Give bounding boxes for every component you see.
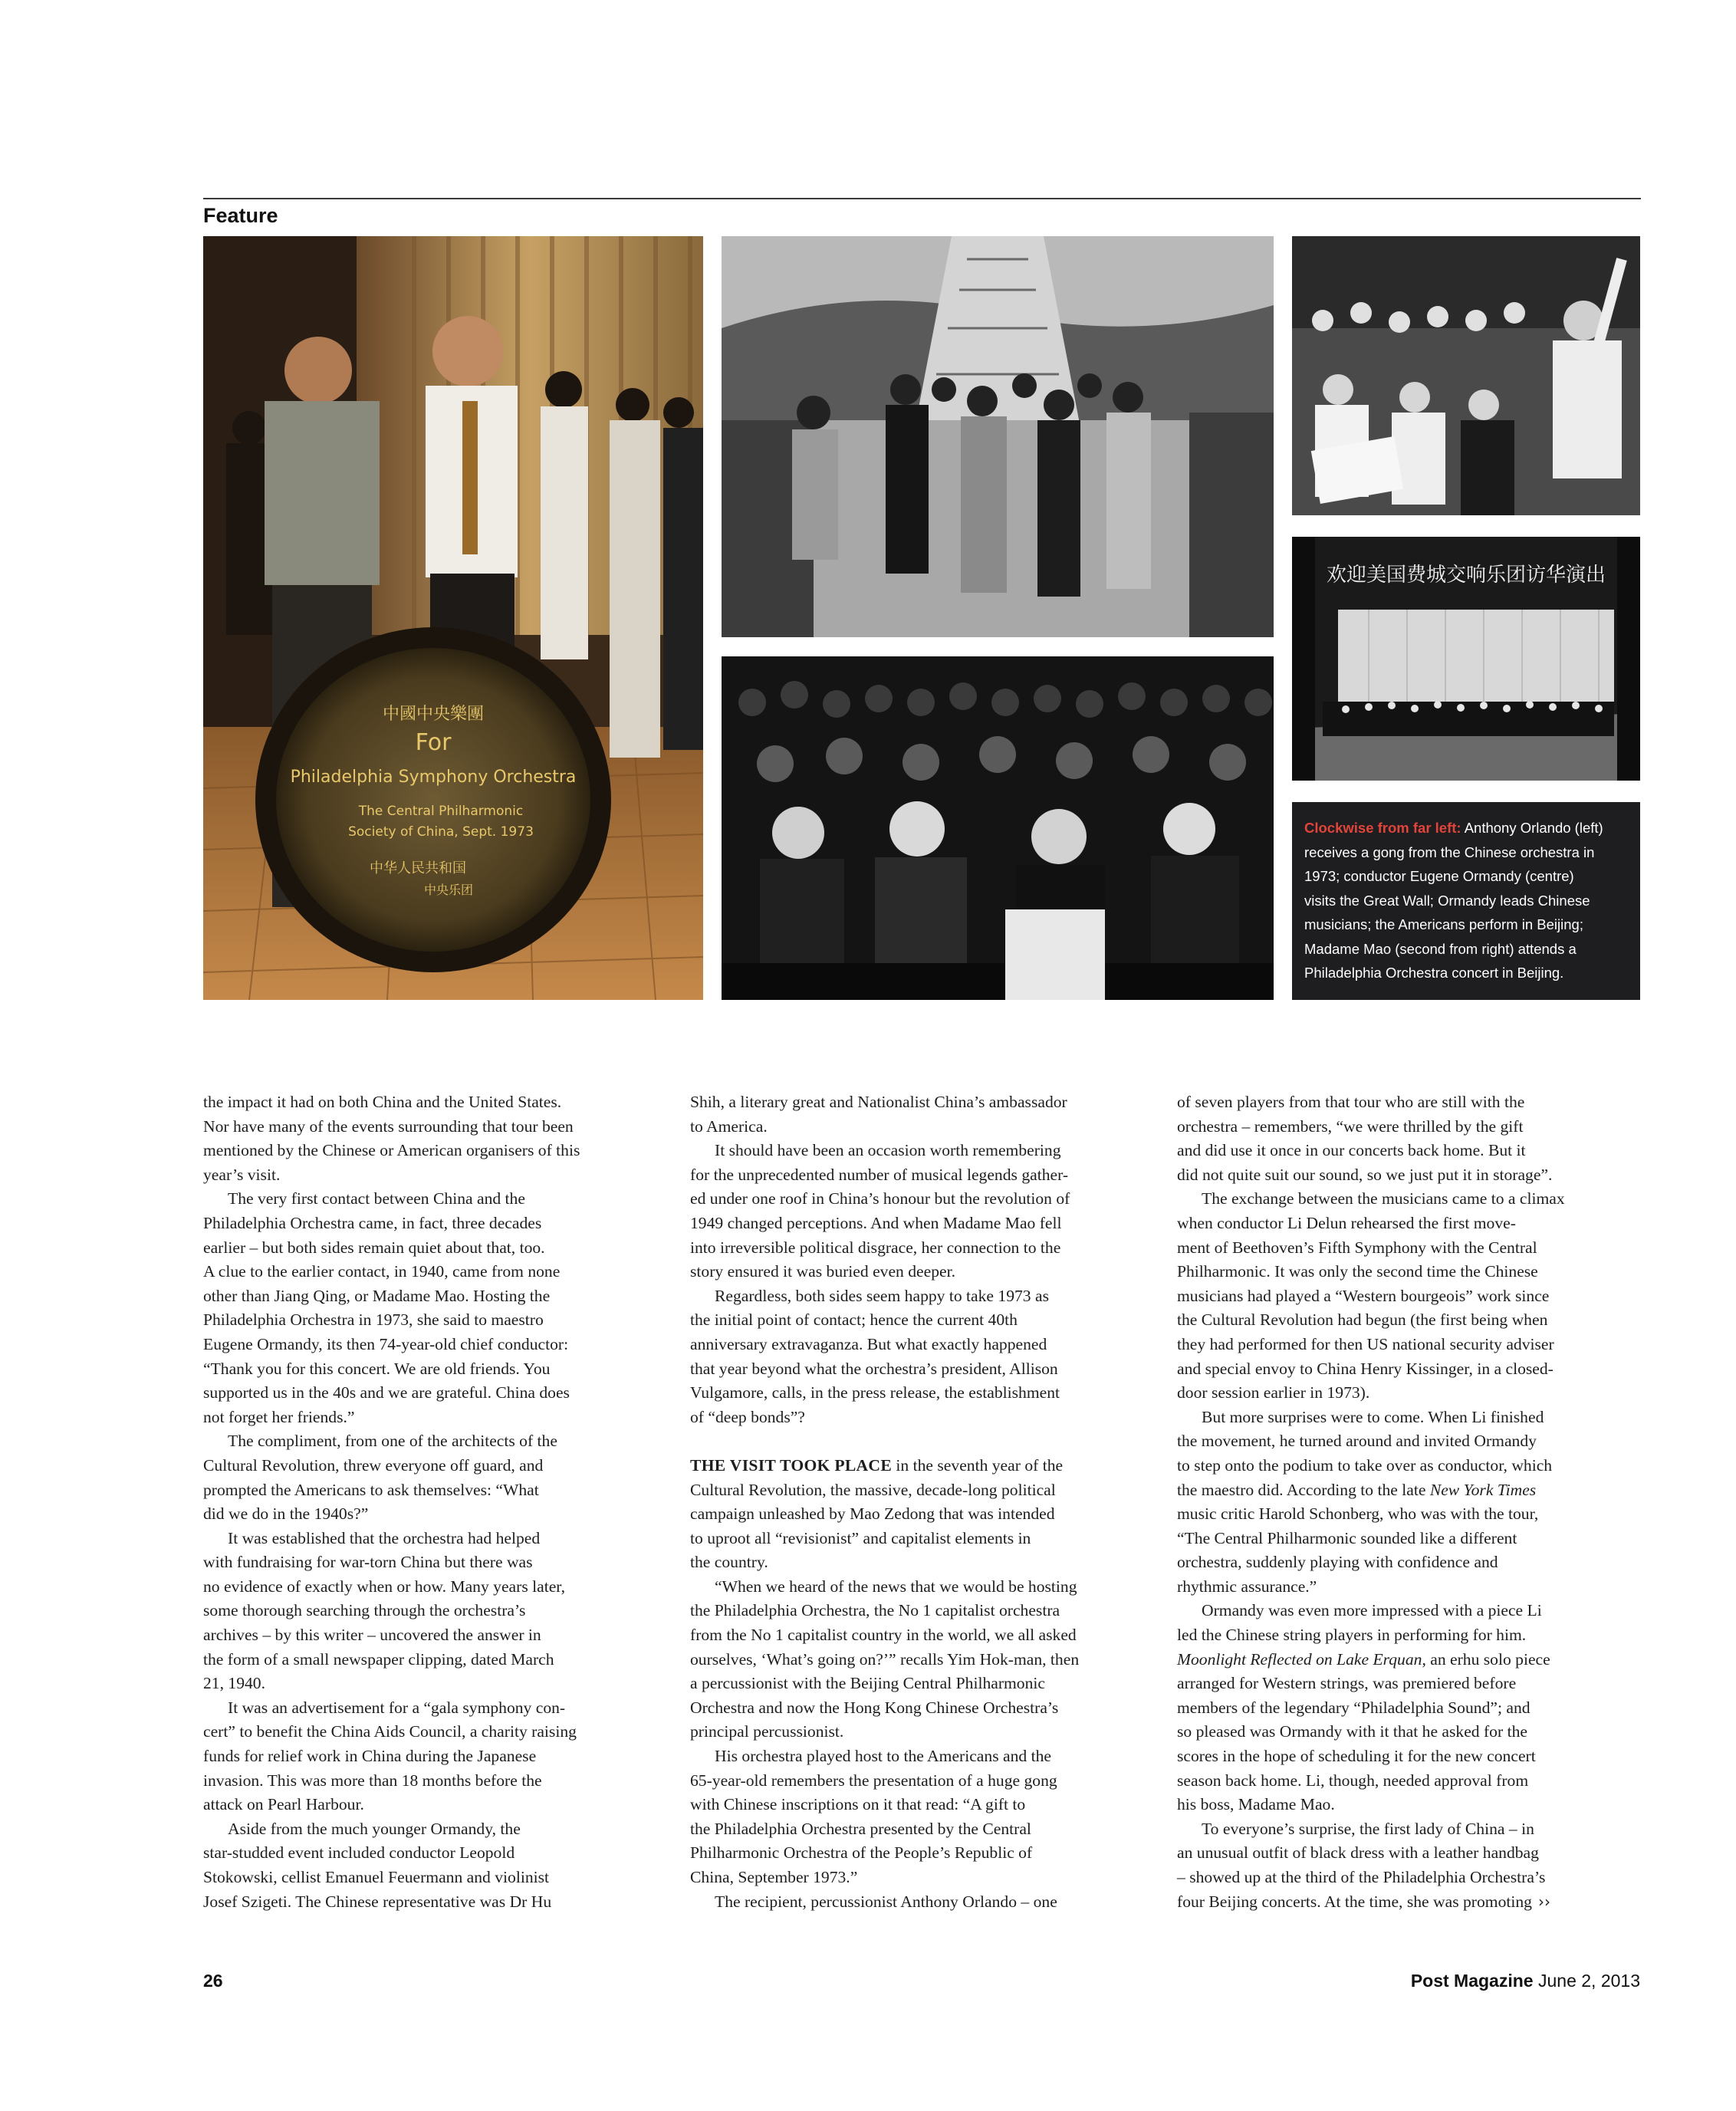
line-text: It should have been an occasion worth remembering xyxy=(715,1141,1061,1160)
text-line xyxy=(203,1454,663,1478)
line-text: The compliment, from one of the architects of the xyxy=(228,1432,557,1451)
line-text: the country. xyxy=(690,1553,768,1572)
line-text: did we do in the 1940s?” xyxy=(203,1504,369,1524)
text-line xyxy=(1177,1187,1637,1212)
caption-line: musicians; the Americans perform in Beijing; xyxy=(1304,916,1583,932)
gong-inscription-date: Society of China, Sept. 1973 xyxy=(348,824,534,840)
text-line xyxy=(690,1163,1150,1188)
line-text: from the No 1 capitalist country in the world, we all asked xyxy=(690,1626,1077,1645)
rehearsal-photo xyxy=(1292,236,1640,515)
magazine-footer xyxy=(1411,1971,1640,1991)
text-line xyxy=(203,1357,663,1382)
line-text: invasion. This was more than 18 months before the xyxy=(203,1771,542,1790)
line-text: and special envoy to China Henry Kissinger, in a closed- xyxy=(1177,1359,1554,1378)
text-line xyxy=(1177,1284,1637,1309)
section-rule xyxy=(203,198,1641,199)
line-text: ed under one roof in China’s honour but the revolution of xyxy=(690,1189,1070,1208)
text-line xyxy=(203,1841,663,1866)
line-text: Philharmonic. It was only the second time the Chinese xyxy=(1177,1262,1538,1281)
line-text: the form of a small newspaper clipping, dated March xyxy=(203,1649,554,1669)
text-line xyxy=(203,1502,663,1527)
line-text: 65-year-old remembers the presentation of a huge gong xyxy=(690,1771,1057,1790)
line-text: ment of Beethoven’s Fifth Symphony with the Central xyxy=(1177,1238,1537,1257)
text-line xyxy=(690,1236,1150,1261)
text-line xyxy=(1177,1236,1637,1261)
line-text: cert” to benefit the China Aids Council, a charity raising xyxy=(203,1722,577,1741)
line-text: the movement, he turned around and invited Ormandy xyxy=(1177,1432,1537,1451)
line-text: It was an advertisement for a “gala symphony con- xyxy=(228,1698,566,1717)
caption-line: Philadelphia Orchestra concert in Beijing. xyxy=(1304,965,1564,981)
line-text: But more surprises were to come. When Li finished xyxy=(1202,1407,1544,1426)
line-text: into irreversible political disgrace, her connection to the xyxy=(690,1238,1061,1257)
line-text: musicians had played a “Western bourgeois” work since xyxy=(1177,1286,1550,1305)
line-text: rhythmic assurance.” xyxy=(1177,1577,1317,1596)
text-line xyxy=(690,1260,1150,1284)
line-text: with fundraising for war-torn China but there was xyxy=(203,1553,533,1572)
italic-publication: New York Times xyxy=(1429,1480,1537,1499)
text-line xyxy=(1177,1139,1637,1163)
text-line xyxy=(203,1163,663,1188)
text-line xyxy=(690,1599,1150,1623)
line-text: his boss, Madame Mao. xyxy=(1177,1795,1335,1814)
article-column-1 xyxy=(203,1090,663,1914)
line-text: Vulgamore, calls, in the press release, the establishment xyxy=(690,1383,1060,1402)
text-line xyxy=(690,1890,1150,1915)
line-text: anniversary extravaganza. But what exactly happened xyxy=(690,1334,1047,1353)
line-text: A clue to the earlier contact, in 1940, came from none xyxy=(203,1262,561,1281)
text-line xyxy=(203,1623,663,1648)
line-text: when conductor Li Delun rehearsed the first move- xyxy=(1177,1213,1516,1232)
line-text: a percussionist with the Beijing Central Philharmonic xyxy=(690,1674,1045,1693)
text-line xyxy=(203,1648,663,1672)
line-text: and did use it once in our concerts back home. But it xyxy=(1177,1141,1526,1160)
text-line xyxy=(690,1841,1150,1866)
text-line xyxy=(1177,1648,1637,1672)
caption-lead: Clockwise from far left: xyxy=(1304,820,1461,836)
text-line xyxy=(1177,1308,1637,1333)
great-wall-photo xyxy=(722,236,1274,637)
line-text: they had performed for then US national security adviser xyxy=(1177,1334,1554,1353)
text-line xyxy=(1177,1478,1637,1503)
line-text: the maestro did. According to the late xyxy=(1177,1480,1430,1499)
line-text: Philharmonic Orchestra of the People’s Republic of xyxy=(690,1843,1033,1863)
line-text: Josef Szigeti. The Chinese representative was Dr Hu xyxy=(203,1892,552,1911)
line-text: to America. xyxy=(690,1116,768,1136)
text-line xyxy=(1177,1357,1637,1382)
text-line xyxy=(203,1139,663,1163)
line-text: door session earlier in 1973). xyxy=(1177,1383,1370,1402)
line-text: “Thank you for this concert. We are old friends. You xyxy=(203,1359,551,1378)
line-text: Eugene Ormandy, its then 74-year-old chief conductor: xyxy=(203,1334,569,1353)
text-line xyxy=(1177,1841,1637,1866)
text-line xyxy=(690,1187,1150,1212)
text-line xyxy=(1177,1163,1637,1188)
text-line xyxy=(203,1817,663,1842)
text-line xyxy=(203,1090,663,1115)
gong-inscription-name: Philadelphia Symphony Orchestra xyxy=(290,768,577,787)
paragraph-gap xyxy=(690,1429,1150,1454)
line-text: – showed up at the third of the Philadelphia Orchestra’s xyxy=(1177,1868,1546,1886)
line-text: campaign unleashed by Mao Zedong that was intended xyxy=(690,1504,1055,1524)
text-line xyxy=(203,1793,663,1817)
text-line xyxy=(1177,1454,1637,1478)
beijing-stage-photo xyxy=(1292,537,1640,781)
welcome-banner: 欢迎美国费城交响乐团访华演出 xyxy=(1326,564,1606,587)
text-line xyxy=(690,1817,1150,1842)
text-line xyxy=(1177,1696,1637,1721)
text-line xyxy=(690,1720,1150,1744)
line-text: to uproot all “revisionist” and capitalist elements in xyxy=(690,1528,1031,1547)
text-line xyxy=(690,1478,1150,1503)
line-text: led the Chinese string players in performing for him. xyxy=(1177,1626,1527,1645)
section-label: Feature xyxy=(203,204,278,227)
text-line xyxy=(1177,1720,1637,1744)
text-line xyxy=(1177,1793,1637,1817)
text-line xyxy=(690,1212,1150,1236)
line-text: members of the legendary “Philadelphia Sound”; and xyxy=(1177,1698,1531,1717)
line-text: music critic Harold Schonberg, who was with the tour, xyxy=(1177,1504,1539,1524)
text-line xyxy=(690,1623,1150,1648)
caption-line: receives a gong from the Chinese orchestra in xyxy=(1304,843,1595,860)
caption-line: visits the Great Wall; Ormandy leads Chinese xyxy=(1304,892,1590,909)
text-line xyxy=(690,1648,1150,1672)
text-line xyxy=(690,1502,1150,1527)
gong-inscription-society: The Central Philharmonic xyxy=(358,804,524,819)
text-line xyxy=(690,1550,1150,1575)
text-line xyxy=(203,1260,663,1284)
text-line xyxy=(690,1284,1150,1309)
text-line xyxy=(203,1236,663,1261)
line-text: story ensured it was buried even deeper. xyxy=(690,1262,955,1281)
line-text: His orchestra played host to the Americans and the xyxy=(715,1747,1051,1766)
text-line xyxy=(690,1115,1150,1139)
text-line xyxy=(203,1478,663,1503)
caption-line: Madame Mao (second from right) attends a xyxy=(1304,940,1577,957)
text-line xyxy=(1177,1890,1637,1915)
line-text: season back home. Li, though, needed approval from xyxy=(1177,1771,1529,1790)
text-line xyxy=(1177,1769,1637,1794)
article-column-2 xyxy=(690,1090,1150,1914)
text-line xyxy=(690,1672,1150,1696)
text-line xyxy=(203,1720,663,1744)
line-text: of seven players from that tour who are still with the xyxy=(1177,1093,1525,1111)
line-text: the Philadelphia Orchestra presented by the Central xyxy=(690,1819,1031,1838)
text-line xyxy=(690,1866,1150,1890)
line-text: The very first contact between China and the xyxy=(228,1189,525,1208)
line-text: not forget her friends.” xyxy=(203,1407,355,1426)
line-text: so pleased was Ormandy with it that he asked for the xyxy=(1177,1722,1527,1741)
line-text: The recipient, percussionist Anthony Orlando – one xyxy=(715,1892,1057,1911)
line-text: in the seventh year of the xyxy=(892,1455,1064,1475)
text-line xyxy=(690,1406,1150,1430)
text-line xyxy=(690,1527,1150,1551)
text-line xyxy=(1177,1260,1637,1284)
line-text: archives – by this writer – uncovered the answer in xyxy=(203,1626,541,1645)
text-line xyxy=(1177,1866,1637,1890)
line-text: It was established that the orchestra had helped xyxy=(228,1528,541,1547)
line-text: Aside from the much younger Ormandy, the xyxy=(228,1819,521,1838)
line-text: orchestra, suddenly playing with confidence and xyxy=(1177,1553,1498,1572)
line-text: the impact it had on both China and the United States. xyxy=(203,1093,562,1111)
text-line xyxy=(203,1575,663,1600)
line-text: for the unprecedented number of musical legends gather- xyxy=(690,1165,1069,1184)
text-line xyxy=(690,1696,1150,1721)
text-line xyxy=(690,1357,1150,1382)
text-line xyxy=(690,1308,1150,1333)
text-line xyxy=(203,1187,663,1212)
photo-caption xyxy=(1292,802,1640,1000)
text-line xyxy=(203,1115,663,1139)
line-text: Cultural Revolution, the massive, decade-long political xyxy=(690,1480,1056,1499)
line-text: Philadelphia Orchestra came, in fact, three decades xyxy=(203,1213,542,1232)
line-text: to step onto the podium to take over as conductor, which xyxy=(1177,1455,1553,1475)
line-text: the initial point of contact; hence the current 40th xyxy=(690,1310,1018,1330)
text-line xyxy=(203,1672,663,1696)
text-line xyxy=(203,1866,663,1890)
text-line xyxy=(1177,1744,1637,1769)
line-text: supported us in the 40s and we are grateful. China does xyxy=(203,1383,570,1402)
text-line xyxy=(203,1599,663,1623)
text-line xyxy=(690,1769,1150,1794)
article-column-3 xyxy=(1177,1090,1637,1914)
line-text: an unusual outfit of black dress with a leather handbag xyxy=(1177,1843,1539,1863)
line-text: Ormandy was even more impressed with a piece Li xyxy=(1202,1601,1542,1620)
line-text: star-studded event included conductor Leopold xyxy=(203,1843,515,1863)
text-line xyxy=(203,1769,663,1794)
text-line xyxy=(1177,1115,1637,1139)
text-line xyxy=(1177,1550,1637,1575)
text-line xyxy=(1177,1429,1637,1454)
line-text: did not quite suit our sound, so we just put it in storage”. xyxy=(1177,1165,1553,1184)
line-text: of “deep bonds”? xyxy=(690,1407,805,1426)
line-text: some thorough searching through the orchestra’s xyxy=(203,1601,526,1620)
text-line xyxy=(203,1696,663,1721)
text-line xyxy=(203,1212,663,1236)
text-line xyxy=(1177,1381,1637,1406)
line-text: arranged for Western strings, was premiered before xyxy=(1177,1674,1517,1693)
text-line xyxy=(1177,1212,1637,1236)
text-line xyxy=(1177,1502,1637,1527)
text-line xyxy=(1177,1527,1637,1551)
line-text: year’s visit. xyxy=(203,1165,281,1184)
line-text: 21, 1940. xyxy=(203,1674,265,1693)
gong-inscription-orchestra: 中央乐团 xyxy=(423,883,474,897)
line-text: mentioned by the Chinese or American organisers of this xyxy=(203,1141,580,1160)
line-text: orchestra – remembers, “we were thrilled by the gift xyxy=(1177,1116,1524,1136)
line-text: the Philadelphia Orchestra, the No 1 capitalist orchestra xyxy=(690,1601,1060,1620)
line-text: To everyone’s surprise, the first lady of China – in xyxy=(1202,1819,1534,1838)
line-text: Cultural Revolution, threw everyone off guard, and xyxy=(203,1455,544,1475)
line-text: Philadelphia Orchestra in 1973, she said to maestro xyxy=(203,1310,544,1330)
gong-presentation-photo xyxy=(203,236,703,1000)
line-text: the Cultural Revolution had begun (the first being when xyxy=(1177,1310,1548,1330)
text-line xyxy=(1177,1623,1637,1648)
line-text: Nor have many of the events surrounding that tour been xyxy=(203,1116,574,1136)
text-line xyxy=(203,1381,663,1406)
line-text: Shih, a literary great and Nationalist China’s ambassador xyxy=(690,1093,1067,1111)
line-text: The exchange between the musicians came to a climax xyxy=(1202,1189,1565,1208)
line-text: prompted the Americans to ask themselves: “What xyxy=(203,1480,539,1499)
text-line xyxy=(1177,1599,1637,1623)
text-line xyxy=(690,1454,1150,1478)
gong-inscription-prc: 中华人民共和国 xyxy=(370,860,466,876)
text-line xyxy=(203,1527,663,1551)
line-text: “When we heard of the news that we would be hosting xyxy=(715,1577,1077,1596)
line-text: 1949 changed perceptions. And when Madame Mao fell xyxy=(690,1213,1062,1232)
line-text: attack on Pearl Harbour. xyxy=(203,1795,364,1814)
line-text: earlier – but both sides remain quiet about that, too. xyxy=(203,1238,545,1257)
text-line xyxy=(203,1550,663,1575)
text-line xyxy=(203,1406,663,1430)
text-line xyxy=(1177,1817,1637,1842)
gong-inscription-top: 中國中央樂團 xyxy=(382,705,485,724)
text-line xyxy=(1177,1406,1637,1430)
line-text: funds for relief work in China during the Japanese xyxy=(203,1747,537,1766)
line-text: other than Jiang Qing, or Madame Mao. Hosting the xyxy=(203,1286,551,1305)
text-line xyxy=(203,1308,663,1333)
issue-date: June 2, 2013 xyxy=(1533,1971,1640,1991)
line-text: China, September 1973.” xyxy=(690,1868,858,1886)
text-line xyxy=(1177,1575,1637,1600)
text-line xyxy=(690,1381,1150,1406)
text-line xyxy=(1177,1090,1637,1115)
text-line xyxy=(690,1793,1150,1817)
line-text: that year beyond what the orchestra’s president, Allison xyxy=(690,1359,1058,1378)
italic-title: Moonlight Reflected on Lake Erquan xyxy=(1177,1649,1422,1669)
line-text: no evidence of exactly when or how. Many years later, xyxy=(203,1577,566,1596)
text-line xyxy=(203,1744,663,1769)
text-line xyxy=(203,1890,663,1915)
line-text: ourselves, ‘What’s going on?’” recalls Yim Hok-man, then xyxy=(690,1649,1080,1669)
line-text: Regardless, both sides seem happy to take 1973 as xyxy=(715,1286,1049,1305)
magazine-name: Post Magazine xyxy=(1410,1971,1534,1991)
line-text: with Chinese inscriptions on it that read: “A gift to xyxy=(690,1795,1026,1814)
text-line xyxy=(203,1429,663,1454)
text-line xyxy=(1177,1672,1637,1696)
line-text: Orchestra and now the Hong Kong Chinese Orchestra’s xyxy=(690,1698,1059,1717)
line-text: “The Central Philharmonic sounded like a different xyxy=(1177,1528,1517,1547)
line-text: principal percussionist. xyxy=(690,1722,844,1741)
text-line xyxy=(203,1284,663,1309)
line-text: Stokowski, cellist Emanuel Feuermann and violinist xyxy=(203,1868,550,1886)
section-lead-in: THE VISIT TOOK PLACE xyxy=(690,1455,893,1475)
text-line xyxy=(1177,1333,1637,1357)
audience-photo xyxy=(722,656,1274,1000)
text-line xyxy=(690,1090,1150,1115)
caption-line: 1973; conductor Eugene Ormandy (centre) xyxy=(1304,868,1574,884)
line-text: four Beijing concerts. At the time, she was promoting xyxy=(1177,1892,1532,1911)
text-line xyxy=(690,1333,1150,1357)
continue-arrow-icon: ›› xyxy=(1537,1892,1550,1911)
text-line xyxy=(203,1333,663,1357)
line-text: , an erhu solo piece xyxy=(1422,1649,1550,1669)
page-number: 26 xyxy=(203,1971,223,1991)
text-line xyxy=(690,1575,1150,1600)
caption-line: Anthony Orlando (left) xyxy=(1461,820,1603,836)
line-text: scores in the hope of scheduling it for the new concert xyxy=(1177,1747,1536,1766)
text-line xyxy=(690,1744,1150,1769)
gong-inscription-for: For xyxy=(415,729,452,756)
text-line xyxy=(690,1139,1150,1163)
